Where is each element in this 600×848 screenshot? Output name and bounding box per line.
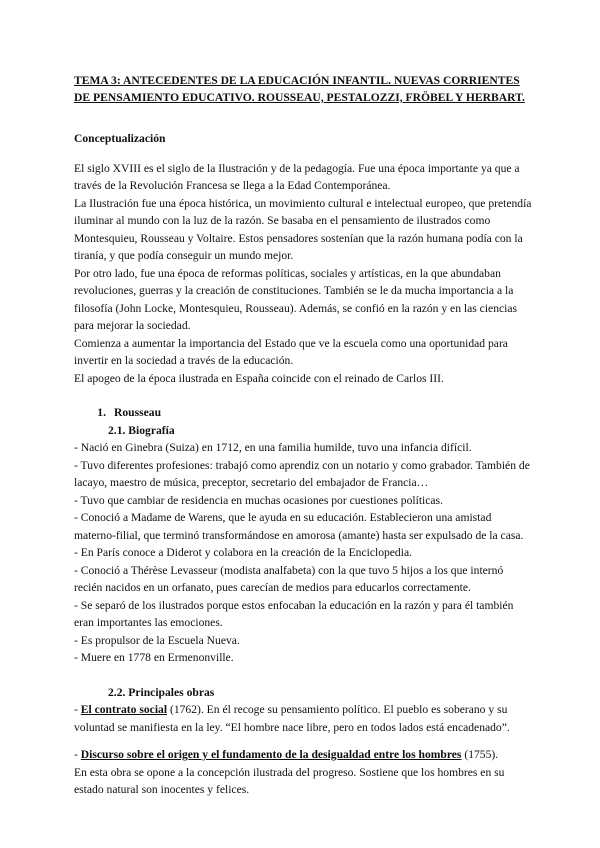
list-item: - En París conoce a Diderot y colabora en la creación de la Enciclopedia. xyxy=(74,546,412,559)
work-prefix: - xyxy=(74,703,81,716)
list-item: - Es propulsor de la Escuela Nueva. xyxy=(74,633,240,647)
intro-paragraphs xyxy=(74,160,534,388)
list-item: - Conoció a Madame de Warens, que le ayuda en su educación. Establecieron una amistad materno-filial, que terminó transformándose en amorosa (amante) hasta ser expulsado de la casa. xyxy=(74,511,524,542)
work-description: En esta obra se opone a la concepción ilustrada del progreso. Sostiene que los hombres en su estado natural son inocentes y felices. xyxy=(74,765,505,796)
list-item: - Se separó de los ilustrados porque estos enfocaban la educación en la razón y para él también eran importantes las emociones. xyxy=(74,598,514,629)
work-year: (1755). xyxy=(461,748,499,761)
intro-paragraph: La Ilustración fue una época histórica, un movimiento cultural e intelectual europeo, que pretendía iluminar al mundo con la luz de la razón. Se basaba en el pensamiento de ilustrados como Montesquieu, Rousseau y Voltaire. Estos pensadores sostenían que la razón humana podía con la tiranía, y que podía conseguir un mundo mejor. xyxy=(74,196,532,262)
work-title: Discurso sobre el origen y el fundamento de la desigualdad entre los hombres xyxy=(80,748,462,761)
section-number: 1. xyxy=(97,406,106,419)
list-item: - Tuvo que cambiar de residencia en muchas ocasiones por cuestiones políticas. xyxy=(74,493,443,507)
work-prefix: - xyxy=(74,748,81,761)
intro-paragraph: Comienza a aumentar la importancia del Estado que ve la escuela como una oportunidad para invertir en la sociedad a través de la educación. xyxy=(74,336,508,367)
intro-paragraph: El siglo XVIII es el siglo de la Ilustración y de la pedagogía. Fue una época importante ya que a través de la Revolución Francesa se llega a la Edad Contemporánea. xyxy=(74,161,520,192)
spacer xyxy=(74,736,534,746)
list-item: - Conoció a Thérèse Levasseur (modista analfabeta) con la que tuvo 5 hijos a los que internó recién nacidos en un orfanato, pues carecían de medios para educarlos correctamente. xyxy=(74,563,504,594)
section-rousseau xyxy=(74,404,534,799)
intro-paragraph: El apogeo de la época ilustrada en España coincide con el reinado de Carlos III. xyxy=(74,371,444,385)
intro-heading: Conceptualización xyxy=(74,132,166,145)
work-description: (1762). En él recoge su pensamiento político. El pueblo es soberano y su voluntad se manifiesta en la ley. “El hombre nace libre, pero en todos lados está encadenado”. xyxy=(74,703,510,734)
section-heading xyxy=(74,404,534,422)
document-body xyxy=(74,73,534,799)
works-section xyxy=(74,684,534,799)
biography-heading: 2.1. Biografía xyxy=(108,423,175,437)
section-title: Rousseau xyxy=(114,406,162,419)
list-item: - Muere en 1778 en Ermenonville. xyxy=(74,651,234,664)
document-title: TEMA 3: ANTECEDENTES DE LA EDUCACIÓN INFANTIL. NUEVAS CORRIENTES DE PENSAMIENTO EDUCATIVO. ROUSSEAU, PESTALOZZI, FRÖBEL Y HERBART. xyxy=(74,74,525,104)
work-entry xyxy=(74,701,534,736)
biography-list xyxy=(74,439,534,667)
list-item: - Nació en Ginebra (Suiza) en 1712, en una familia humilde, tuvo una infancia difícil. xyxy=(74,441,472,454)
work-title: El contrato social xyxy=(80,703,168,716)
intro-paragraph: Por otro lado, fue una época de reformas políticas, sociales y artísticas, en la que abundaban revoluciones, guerras y la creación de constituciones. También se le da mucha importancia a la filosofía (John Locke, Montesquieu, Rousseau). Además, se confió en la razón y en las ciencias para mejorar la sociedad. xyxy=(74,266,518,332)
works-heading: 2.2. Principales obras xyxy=(108,685,215,699)
work-entry xyxy=(74,746,534,764)
list-item: - Tuvo diferentes profesiones: trabajó como aprendiz con un notario y como grabador. También de lacayo, maestro de música, preceptor, secretario del embajador de Francia… xyxy=(74,458,530,489)
